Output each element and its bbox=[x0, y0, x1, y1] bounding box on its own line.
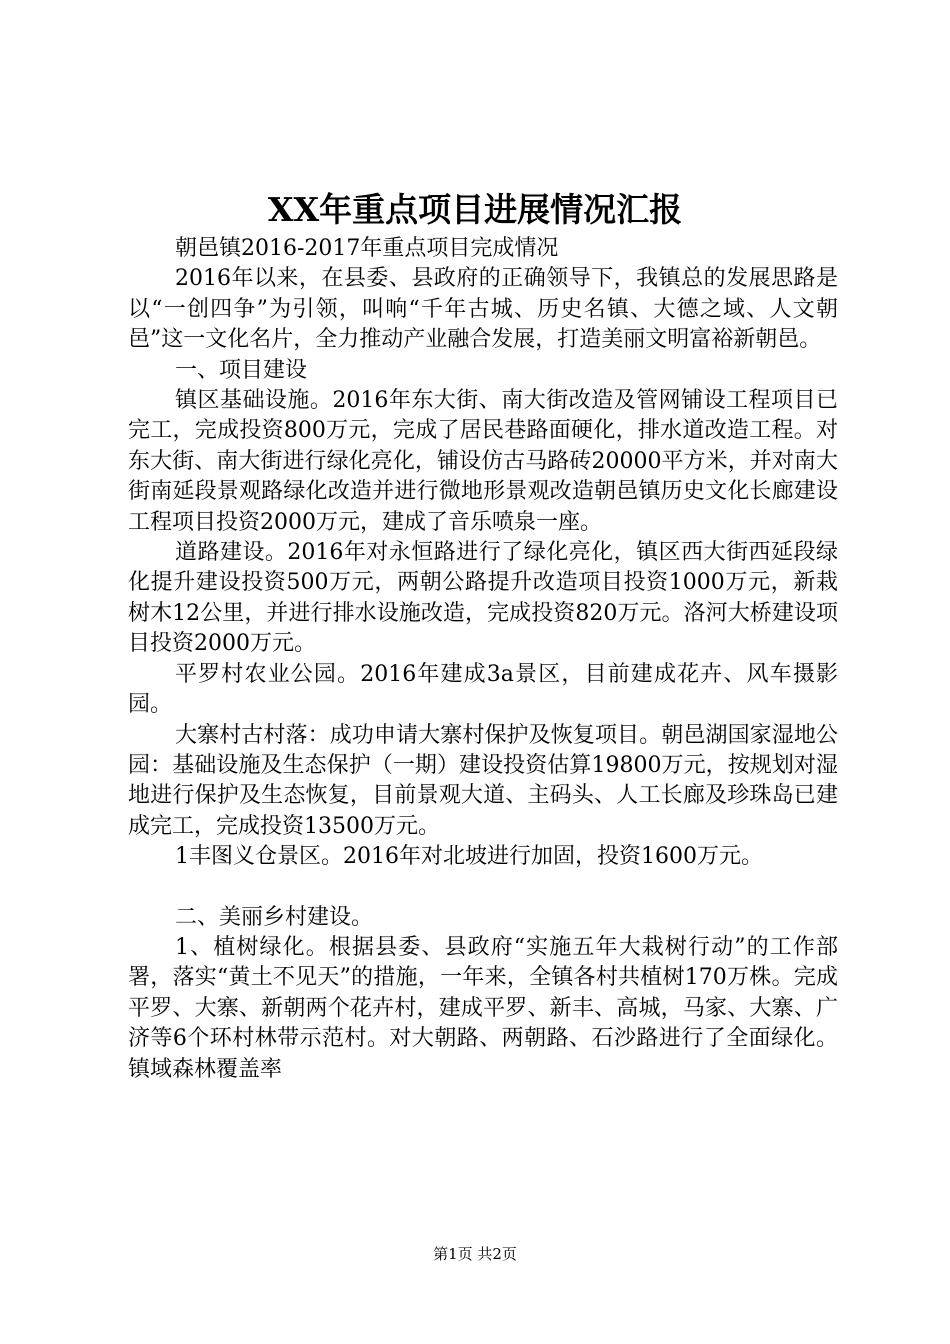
subtitle-paragraph: 朝邑镇2016-2017年重点项目完成情况 bbox=[175, 236, 559, 261]
document-title: XX年重点项目进展情况汇报 bbox=[267, 190, 683, 229]
paragraph-ancient-village: 大寨村古村落：成功申请大寨村保护及恢复项目。朝邑湖国家湿地公园：基础设施及生态保护（一期）建设投资估算19800万元，按规划对湿地进行保护及生态恢复，目前景观大道、主码头、人工长廊及珍珠岛已建成完工，完成投资13500万元。 bbox=[128, 722, 838, 839]
section-heading-rural: 二、美丽乡村建设。 bbox=[175, 904, 374, 930]
paragraph-road-construction: 道路建设。2016年对永恒路进行了绿化亮化，镇区西大街西延段绿化提升建设投资500万元，两朝公路提升改造项目投资1000万元，新栽树木12公里，并进行排水设施改造，完成投资820万元。洛河大桥建设项目投资2000万元。 bbox=[128, 540, 838, 657]
paragraph-town-infrastructure: 镇区基础设施。2016年东大街、南大街改造及管网铺设工程项目已完工，完成投资800万元，完成了居民巷路面硬化，排水道改造工程。对东大街、南大街进行绿化亮化，铺设仿古马路砖20000平方米，并对南大街南延段景观路绿化改造并进行微地形景观改造朝邑镇历史文化长廊建设工程项目投资2000万元，建成了音乐喷泉一座。 bbox=[128, 388, 838, 535]
page-number-footer: 第1页 共2页 bbox=[433, 1245, 517, 1263]
paragraph-agricultural-park: 平罗村农业公园。2016年建成3a景区，目前建成花卉、风车摄影园。 bbox=[128, 661, 838, 718]
document-body bbox=[128, 234, 838, 1085]
section-heading-projects: 一、项目建设 bbox=[175, 357, 308, 383]
intro-paragraph: 2016年以来，在县委、县政府的正确领导下，我镇总的发展思路是以“一创四争”为引领，叫响“千年古城、历史名镇、大德之域、人文朝邑”这一文化名片，全力推动产业融合发展，打造美丽文明富裕新朝邑。 bbox=[128, 266, 838, 353]
paragraph-tree-planting: 1、植树绿化。根据县委、县政府“实施五年大栽树行动”的工作部署，落实“黄土不见天”的措施，一年来，全镇各村共植树170万株。完成平罗、大寨、新朝两个花卉村，建成平罗、新丰、高城，马家、大寨、广济等6个环村林带示范村。对大朝路、两朝路、石沙路进行了全面绿化。镇域森林覆盖率 bbox=[128, 934, 838, 1082]
paragraph-granary-scenic-area: 1丰图义仓景区。2016年对北坡进行加固，投资1600万元。 bbox=[175, 844, 763, 870]
